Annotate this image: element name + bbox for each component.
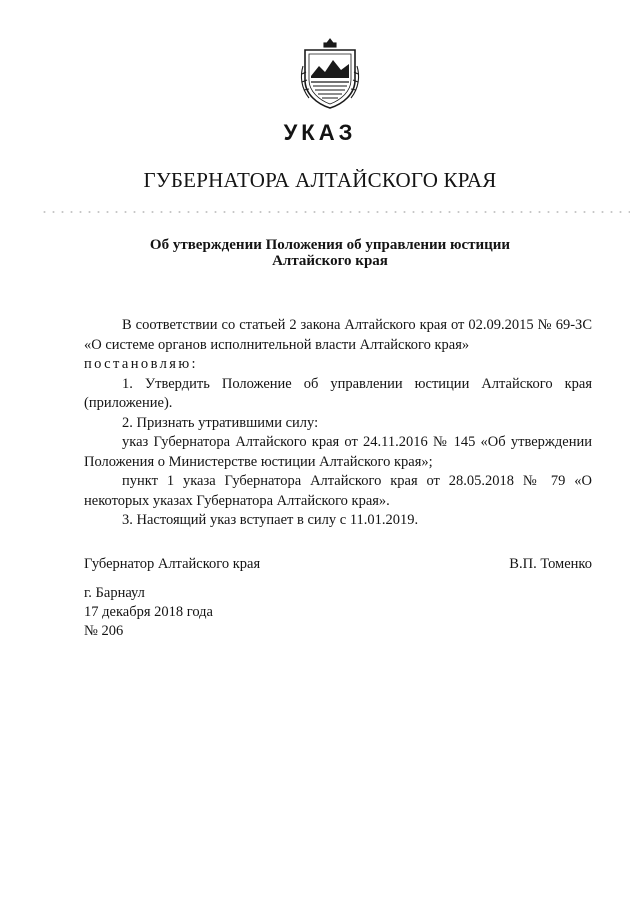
signatory-role: Губернатор Алтайского края — [84, 556, 261, 572]
document-number: № 206 — [84, 623, 124, 639]
document-body — [84, 316, 592, 531]
item-2a-paragraph: указ Губернатора Алтайского края от 24.11.2016 № 145 «Об утверждении Положения о Министерстве юстиции Алтайского края»; — [84, 434, 592, 470]
item-1-paragraph: 1. Утвердить Положение об управлении юстиции Алтайского края (приложение). — [84, 375, 592, 411]
resolve-word: постановляю: — [84, 356, 198, 372]
issue-city: г. Барнаул — [84, 585, 145, 601]
document-type-heading: УКАЗ — [283, 120, 357, 145]
coat-of-arms-emblem — [299, 36, 361, 110]
document-title-line-2: Алтайского края — [272, 253, 388, 269]
issuer-heading: ГУБЕРНАТОРА АЛТАЙСКОГО КРАЯ — [143, 168, 497, 192]
item-2b-paragraph: пункт 1 указа Губернатора Алтайского края от 28.05.2018 № 79 «О некоторых указах Губернатора Алтайского края». — [84, 473, 592, 509]
document-title-line-1: Об утверждении Положения об управлении юстиции — [149, 237, 511, 253]
signatory-name: В.П. Томенко — [509, 556, 592, 572]
document-footer — [84, 584, 213, 641]
item-2-paragraph: 2. Признать утратившими силу: — [122, 414, 319, 431]
preamble-paragraph: В соответствии со статьей 2 закона Алтайского края от 02.09.2015 № 69-ЗС «О системе органов исполнительной власти Алтайского края» — [84, 317, 592, 353]
document-title — [100, 237, 560, 269]
issue-date: 17 декабря 2018 года — [84, 604, 213, 620]
item-3-paragraph: 3. Настоящий указ вступает в силу с 11.01.2019. — [122, 512, 419, 528]
dotted-divider — [40, 210, 630, 214]
